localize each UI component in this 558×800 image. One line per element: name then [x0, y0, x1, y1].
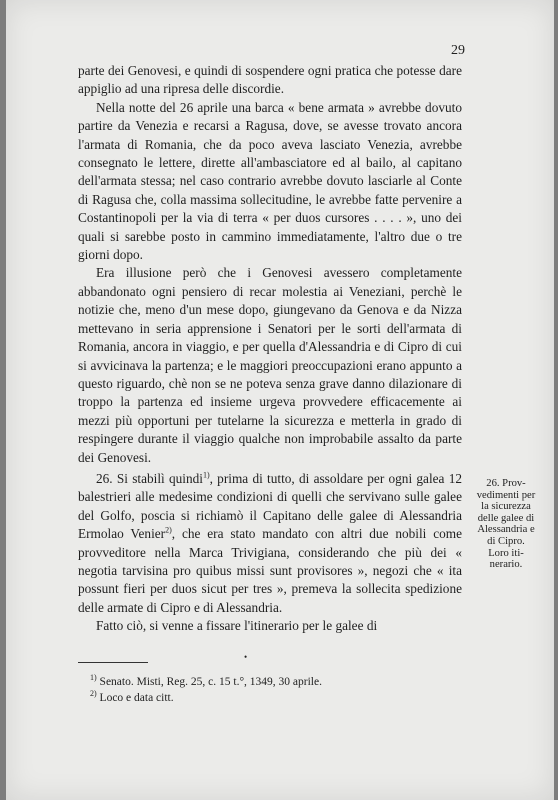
ink-dot: • — [244, 652, 248, 662]
marginal-note-line: di Cipro. — [487, 535, 525, 547]
footnote-ref-1: 1) — [202, 470, 210, 480]
section-26-text-b: , che era stato mandato con altri due nobili come provveditore nella Marca Trivigiana, considerando che più dei « negotia tarvisina pro quibus missi sunt provisores », negozi che « ita possunt fieri per duos sicut per tres », premeva la sollecita spedizione delle armate di Cipro e di Alessandria. — [78, 526, 462, 615]
footnote-2-mark: 2) — [90, 689, 97, 699]
marginal-note-line: Loro iti- — [488, 547, 524, 559]
marginal-note-line: Alessandria e — [477, 524, 535, 536]
footnote-1 — [90, 674, 450, 690]
book-page — [6, 0, 554, 800]
paragraph-1: parte dei Genovesi, e quindi di sospendere ogni pratica che potesse dare appiglio ad una ripresa delle discordie. — [78, 63, 462, 97]
main-text-top — [78, 62, 462, 467]
section-26-lead: 26. Si stabilì quindi — [96, 471, 203, 486]
marginal-note-line: vedimenti per — [476, 489, 536, 501]
page-number: 29 — [451, 43, 465, 58]
footnote-1-text: Senato. Misti, Reg. 25, c. 15 t.°, 1349, 30 aprile. — [96, 676, 322, 688]
marginal-note-line: la sicurezza — [481, 501, 531, 513]
marginal-note-line: delle galee di — [477, 512, 535, 524]
footnote-2-text: Loco e data citt. — [96, 692, 174, 704]
paragraph-section-26 — [78, 470, 462, 617]
footnote-1-mark: 1) — [90, 673, 97, 683]
marginal-note-line: 26. Prov- — [486, 478, 526, 489]
main-text-section-26 — [78, 470, 462, 636]
paragraph-3: Era illusione però che i Genovesi avessero completamente abbandonato ogni pensiero di recar molestia ai Veneziani, perchè le notizie che, meno d'un mese dopo, giungevano da Genova e da Nizza mettevano in seria apprensione i Senatori per le sorti dell'armata di Romania, ancora in viaggio, e per quella d'Alessandria e di Cipro di cui si avvicinava la partenza; e le maggiori preoccupazioni erano appunto a questo riguardo, chè non se ne poteva senza grave danno dilazionare di troppo la partenza ed insieme urgeva provvedere efficacemente ai mezzi più opportuni per tutelarne la sicurezza e metterla in grado di respingere durante il viaggio qualche non improbabile assalto da parte dei Genovesi. — [78, 265, 462, 465]
paragraph-last: Fatto ciò, si venne a fissare l'itinerario per le galee di — [96, 618, 378, 634]
section-26-text-a: , prima di tutto, di assoldare per ogni galea 12 balestrieri alle medesime condizioni di quelli che servivano sulle galee del Golfo, poscia si richiamò il Capitano delle galee di Alessandria Ermolao Venier — [78, 471, 462, 542]
paragraph-2: Nella notte del 26 aprile una barca « bene armata » avrebbe dovuto partire da Venezia e recarsi a Ragusa, dove, se avesse trovato ancora l'armata di Romania, che da poco aveva lasciato Venezia, avrebbe consegnato le lettere, dirette all'ambasciatore ed al bailo, al capitano dell'armata stessa; nel caso contrario avrebbe dovuto lasciarle al Conte di Ragusa che, colla massima sollecitudine, le avrebbe fatte pervenire a Costantinopoli per la via di terra « per duos cursores . . . . », uno dei quali si sarebbe posto in cammino immediatamente, l'altro due o tre giorni dopo. — [78, 99, 462, 263]
footnote-2 — [90, 690, 450, 706]
footnote-divider — [78, 662, 148, 663]
marginal-note-line: nerario. — [489, 559, 523, 571]
footnotes — [90, 674, 450, 706]
marginal-note — [460, 478, 552, 571]
footnote-ref-2: 2) — [165, 525, 172, 535]
